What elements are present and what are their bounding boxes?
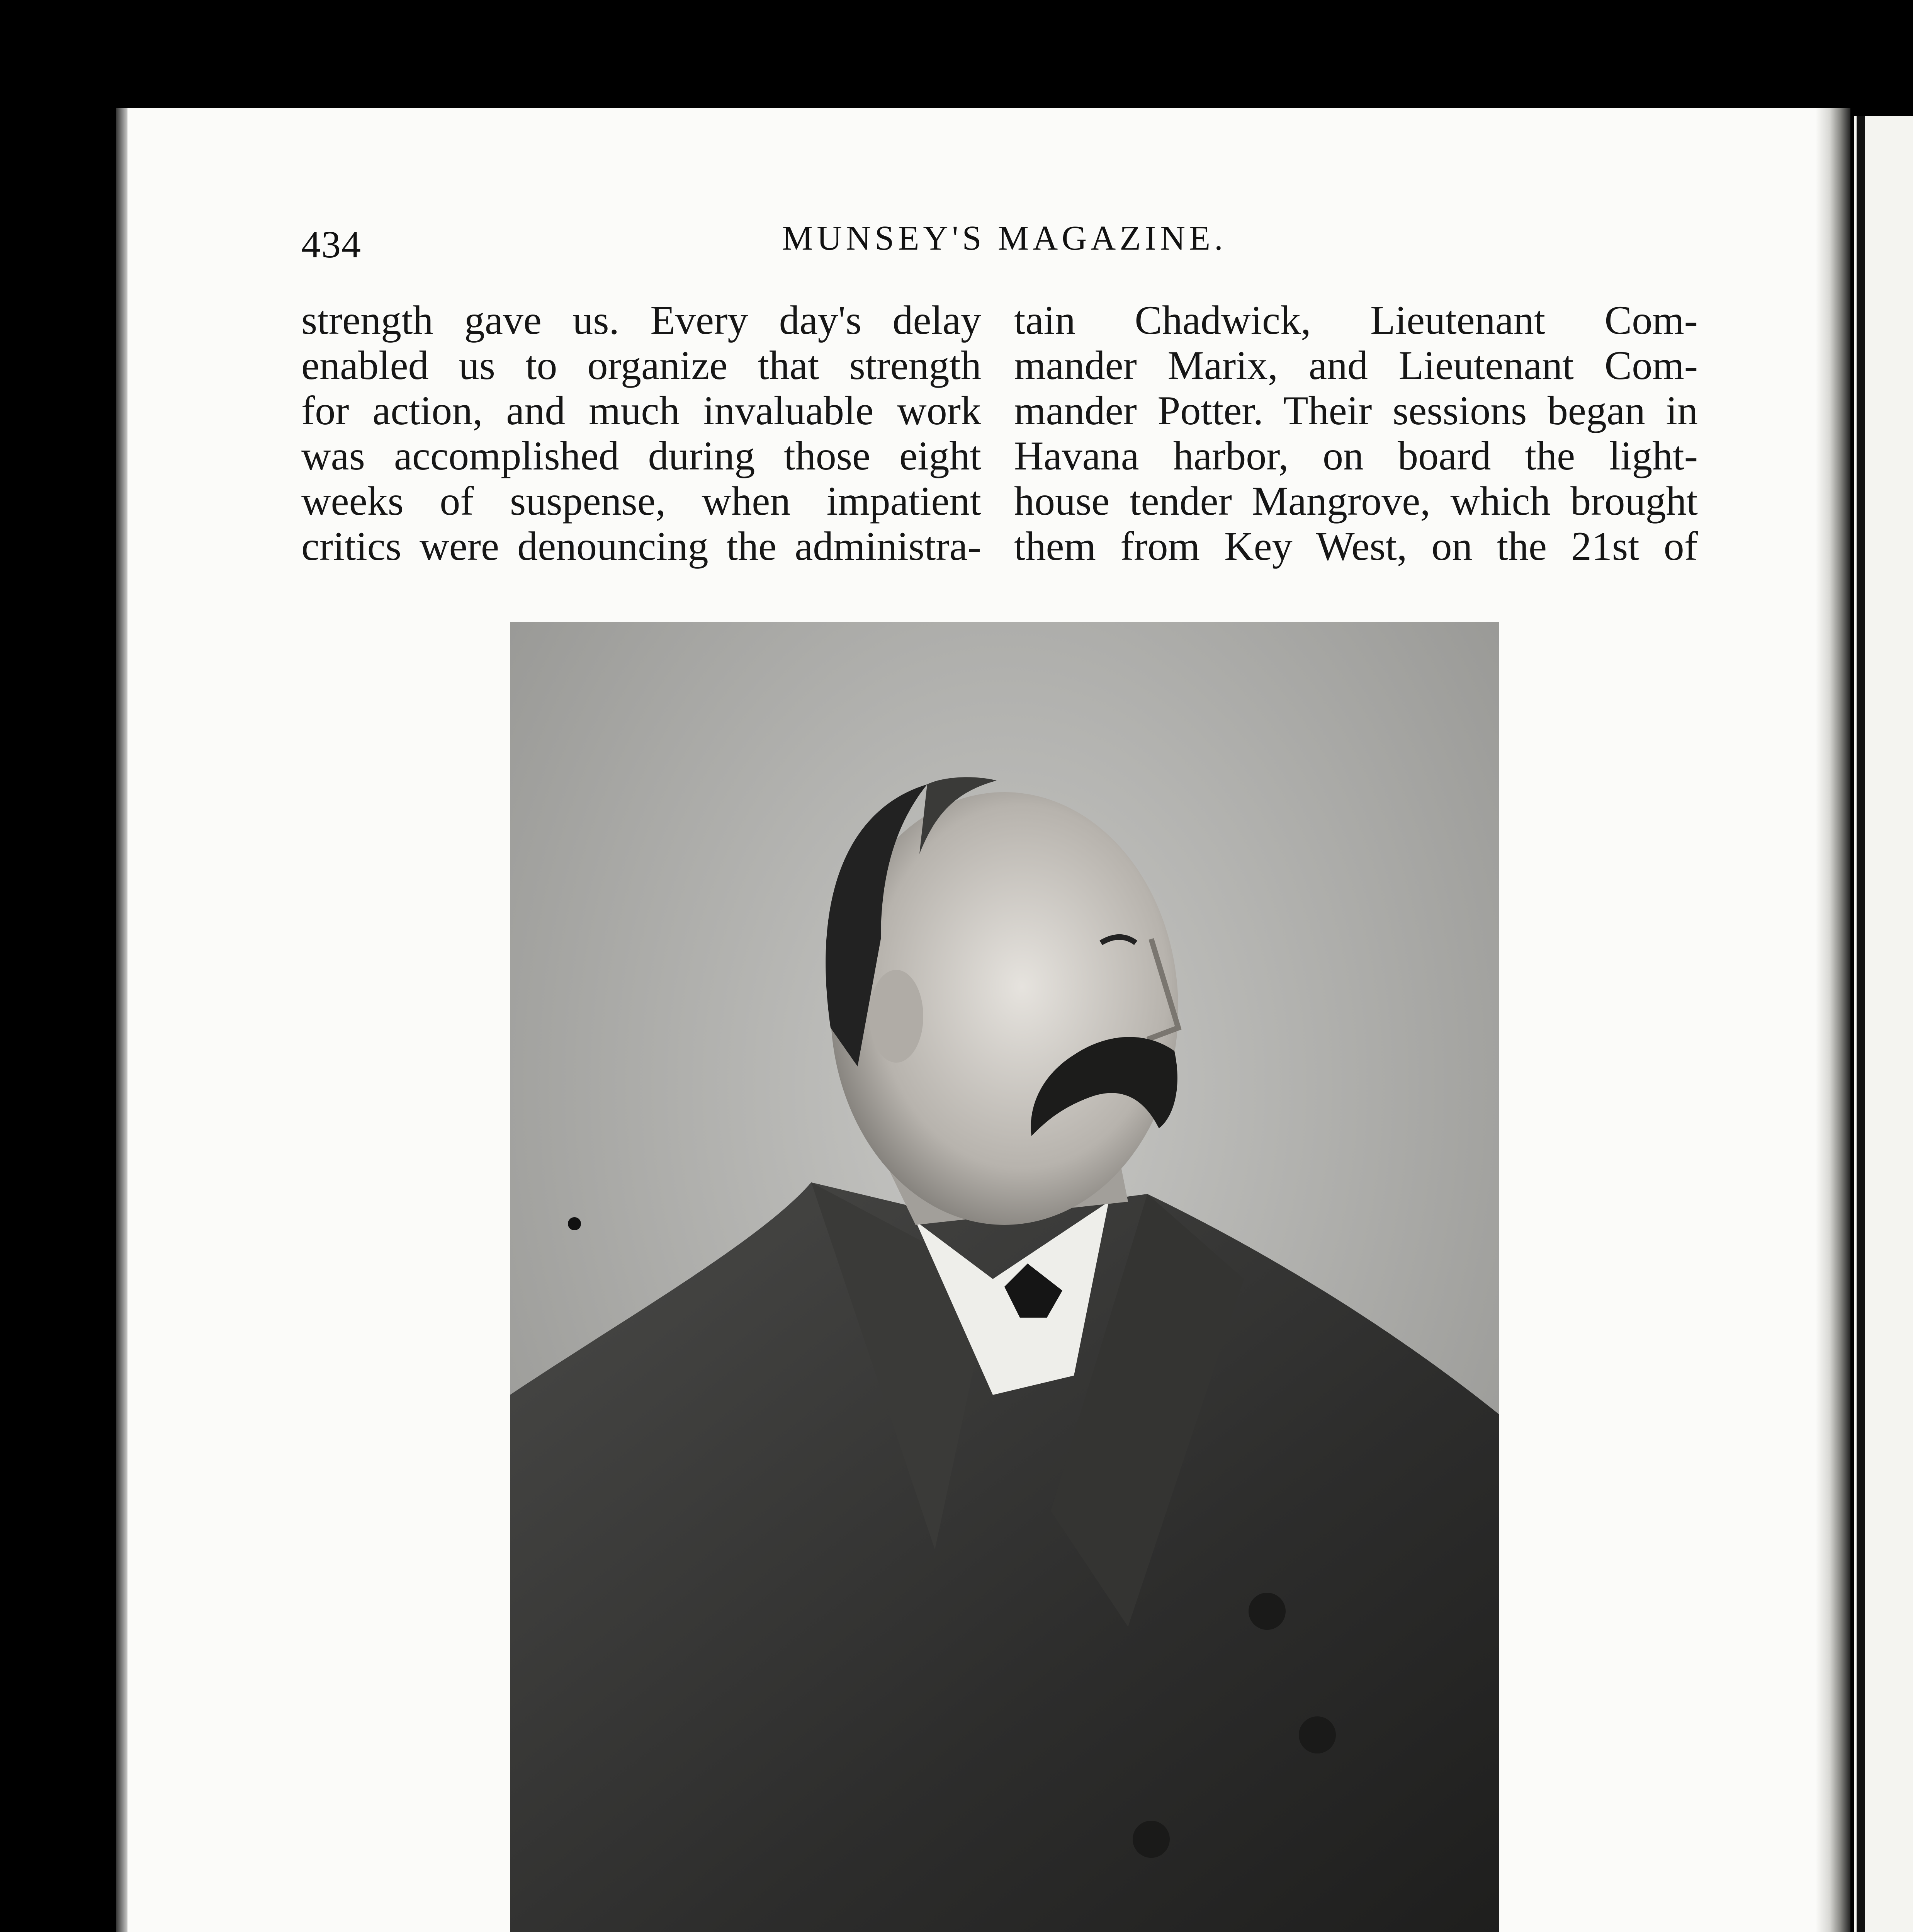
gutter-shadow — [1816, 108, 1850, 1932]
portrait-photograph — [510, 622, 1499, 1932]
portrait-illustration — [510, 622, 1499, 1932]
text-line: Havana harbor, on board the light- — [1014, 433, 1698, 478]
text-line: weeks of suspense, when impatient — [301, 478, 981, 524]
text-line: for action, and much invaluable work — [301, 388, 981, 433]
text-line: strength gave us. Every day's delay — [301, 298, 981, 343]
top-right-column — [1014, 298, 1698, 569]
text-line: them from Key West, on the 21st of — [1014, 524, 1698, 569]
text-line: critics were denouncing the administra- — [301, 524, 981, 569]
running-head: MUNSEY'S MAGAZINE. — [782, 219, 1227, 257]
text-line: mander Marix, and Lieutenant Com- — [1014, 343, 1698, 388]
text-line: mander Potter. Their sessions began in — [1014, 388, 1698, 433]
page-number: 434 — [301, 223, 362, 266]
text-line: house tender Mangrove, which brought — [1014, 478, 1698, 524]
stray-ink-dot — [568, 1217, 581, 1230]
text-line: was accomplished during those eight — [301, 433, 981, 478]
facing-page-edge — [1854, 116, 1913, 1932]
top-left-column — [301, 298, 981, 569]
text-line: tain Chadwick, Lieutenant Com- — [1014, 298, 1698, 343]
text-line: enabled us to organize that strength — [301, 343, 981, 388]
